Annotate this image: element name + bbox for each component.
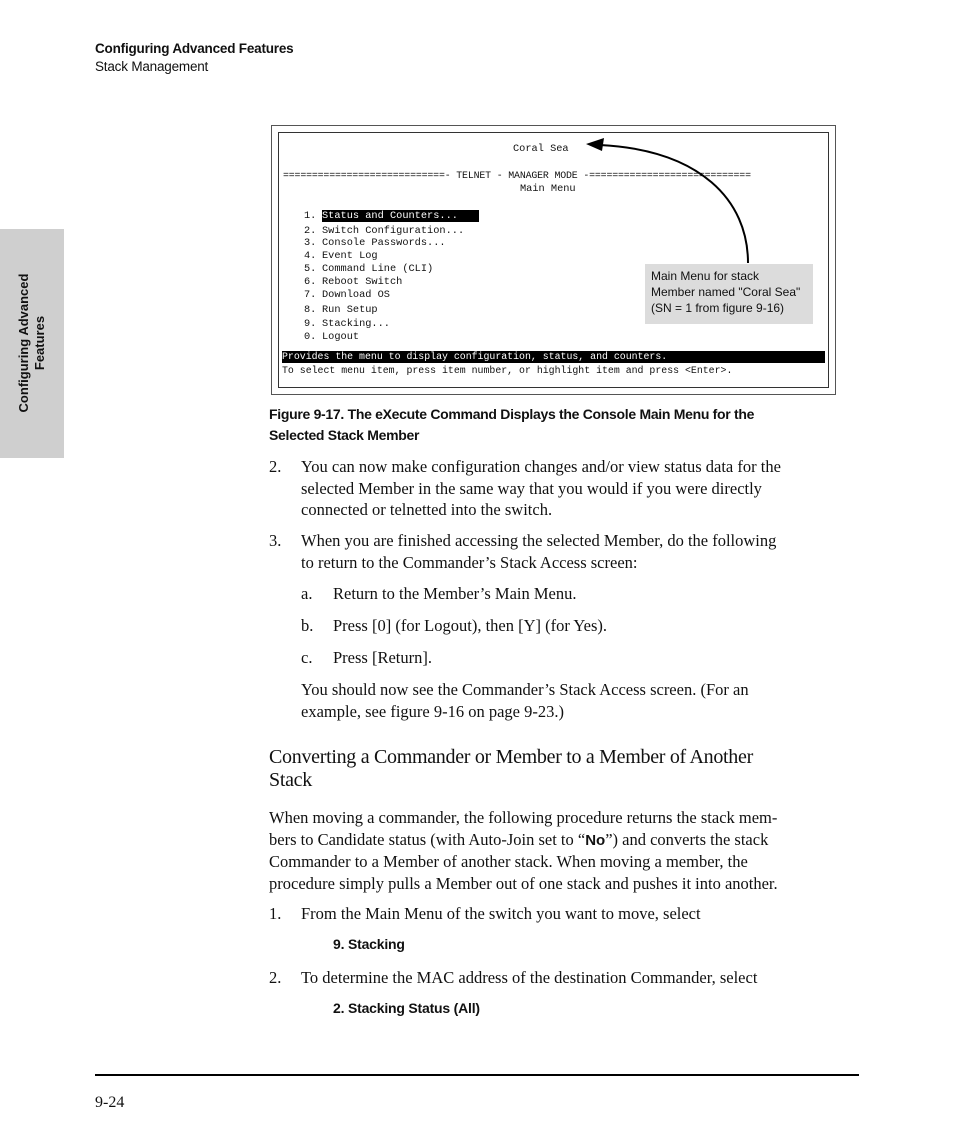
text-line: selected Member in the same way that you would if you were directly: [301, 478, 762, 498]
heading-line: Stack: [269, 769, 312, 791]
chapter-title: Configuring Advanced Features: [95, 41, 294, 56]
side-tab-line2: Features: [32, 315, 47, 371]
menu-item-run-setup[interactable]: Run Setup: [322, 304, 378, 316]
text-line: procedure simply pulls a Member out of one stack and pushes it into another.: [269, 873, 778, 893]
menu-item-num: 4.: [304, 250, 317, 262]
caption-line: Figure 9-17. The eXecute Command Displays the Console Main Menu for the: [269, 406, 755, 422]
text-span: ”) and converts the stack: [605, 829, 769, 849]
callout-line: Main Menu for stack: [651, 269, 760, 283]
terminal-screenshot: [271, 125, 836, 395]
substep-text: Press [Return].: [333, 648, 432, 667]
text-span: bers to Candidate status (with Auto-Join set to “: [269, 829, 586, 849]
step-number: 1.: [269, 904, 282, 923]
step-number: 2.: [269, 457, 282, 476]
menu-item-num: 8.: [304, 304, 317, 316]
menu-item-num: 1.: [304, 210, 317, 222]
figure-caption: [269, 404, 839, 446]
side-tab-label: [16, 229, 48, 458]
figure-callout: [645, 264, 813, 324]
menu-item-reboot-switch[interactable]: Reboot Switch: [322, 276, 403, 288]
step-text: To determine the MAC address of the destination Commander, select: [301, 968, 758, 987]
menu-item-console-passwords[interactable]: Console Passwords...: [322, 237, 446, 249]
step-text: [301, 456, 861, 521]
step-text: [301, 530, 861, 573]
caption-line: Selected Stack Member: [269, 427, 420, 443]
text-line: [269, 829, 869, 852]
menu-item-num: 5.: [304, 263, 317, 275]
substep-text: Return to the Member’s Main Menu.: [333, 584, 577, 603]
menu-item-event-log[interactable]: Event Log: [322, 250, 378, 262]
command-text: 9. Stacking: [333, 936, 405, 952]
step-text: From the Main Menu of the switch you want to move, select: [301, 904, 701, 923]
menu-item-num: 7.: [304, 289, 317, 301]
menu-item-num: 0.: [304, 331, 317, 343]
substep-letter: c.: [301, 648, 313, 667]
text-line: Commander to a Member of another stack. When moving a member, the: [269, 852, 748, 871]
menu-item-num: 2.: [304, 225, 317, 237]
terminal-system-name: Coral Sea: [513, 143, 569, 155]
callout-line: Member named "Coral Sea": [651, 285, 801, 299]
step-number: 3.: [269, 531, 282, 550]
text-line: When moving a commander, the following procedure returns the stack mem-: [269, 808, 778, 827]
text-line: When you are finished accessing the selected Member, do the following: [301, 531, 777, 550]
menu-item-switch-configuration[interactable]: Switch Configuration...: [322, 225, 465, 237]
terminal-status-line: Provides the menu to display configuration, status, and counters.: [282, 351, 825, 363]
section-title: Stack Management: [95, 59, 209, 74]
substep-text: Press [0] (for Logout), then [Y] (for Yes).: [333, 616, 608, 635]
intro-paragraph: [269, 807, 869, 894]
text-line: to return to the Commander’s Stack Access screen:: [301, 552, 638, 572]
menu-item-logout[interactable]: Logout: [322, 331, 360, 343]
bold-no: No: [585, 831, 606, 849]
terminal-banner: ============================- TELNET - MANAGER MODE -============================: [283, 170, 751, 181]
menu-item-command-line[interactable]: Command Line (CLI): [322, 263, 434, 275]
side-tab: [0, 229, 64, 458]
text-line: You can now make configuration changes and/or view status data for the: [301, 457, 781, 476]
menu-item-num: 9.: [304, 318, 317, 330]
page-number: 9-24: [95, 1094, 125, 1111]
callout-line: (SN = 1 from figure 9-16): [651, 301, 785, 315]
section-heading: [269, 746, 849, 792]
terminal-menu-title: Main Menu: [520, 183, 576, 195]
terminal-window: [278, 132, 829, 388]
substep-letter: b.: [301, 616, 314, 635]
heading-line: Converting a Commander or Member to a Member of Another: [269, 746, 753, 768]
text-line: example, see figure 9-16 on page 9-23.): [301, 701, 564, 721]
menu-item-stacking[interactable]: Stacking...: [322, 318, 390, 330]
footer-rule: [95, 1074, 859, 1076]
menu-item-num: 6.: [304, 276, 317, 288]
menu-item-num: 3.: [304, 237, 317, 249]
terminal-help-line: To select menu item, press item number, or highlight item and press <Enter>.: [282, 365, 733, 376]
text-line: connected or telnetted into the switch.: [301, 500, 553, 519]
step-number: 2.: [269, 968, 282, 987]
command-text: 2. Stacking Status (All): [333, 1000, 480, 1016]
text-line: You should now see the Commander’s Stack Access screen. (For an: [301, 680, 749, 699]
menu-item-download-os[interactable]: Download OS: [322, 289, 390, 301]
after-substeps-text: [301, 679, 861, 722]
substep-letter: a.: [301, 584, 313, 603]
side-tab-line1: Configuring Advanced: [16, 273, 31, 413]
menu-item-status-and-counters[interactable]: Status and Counters...: [322, 210, 479, 222]
